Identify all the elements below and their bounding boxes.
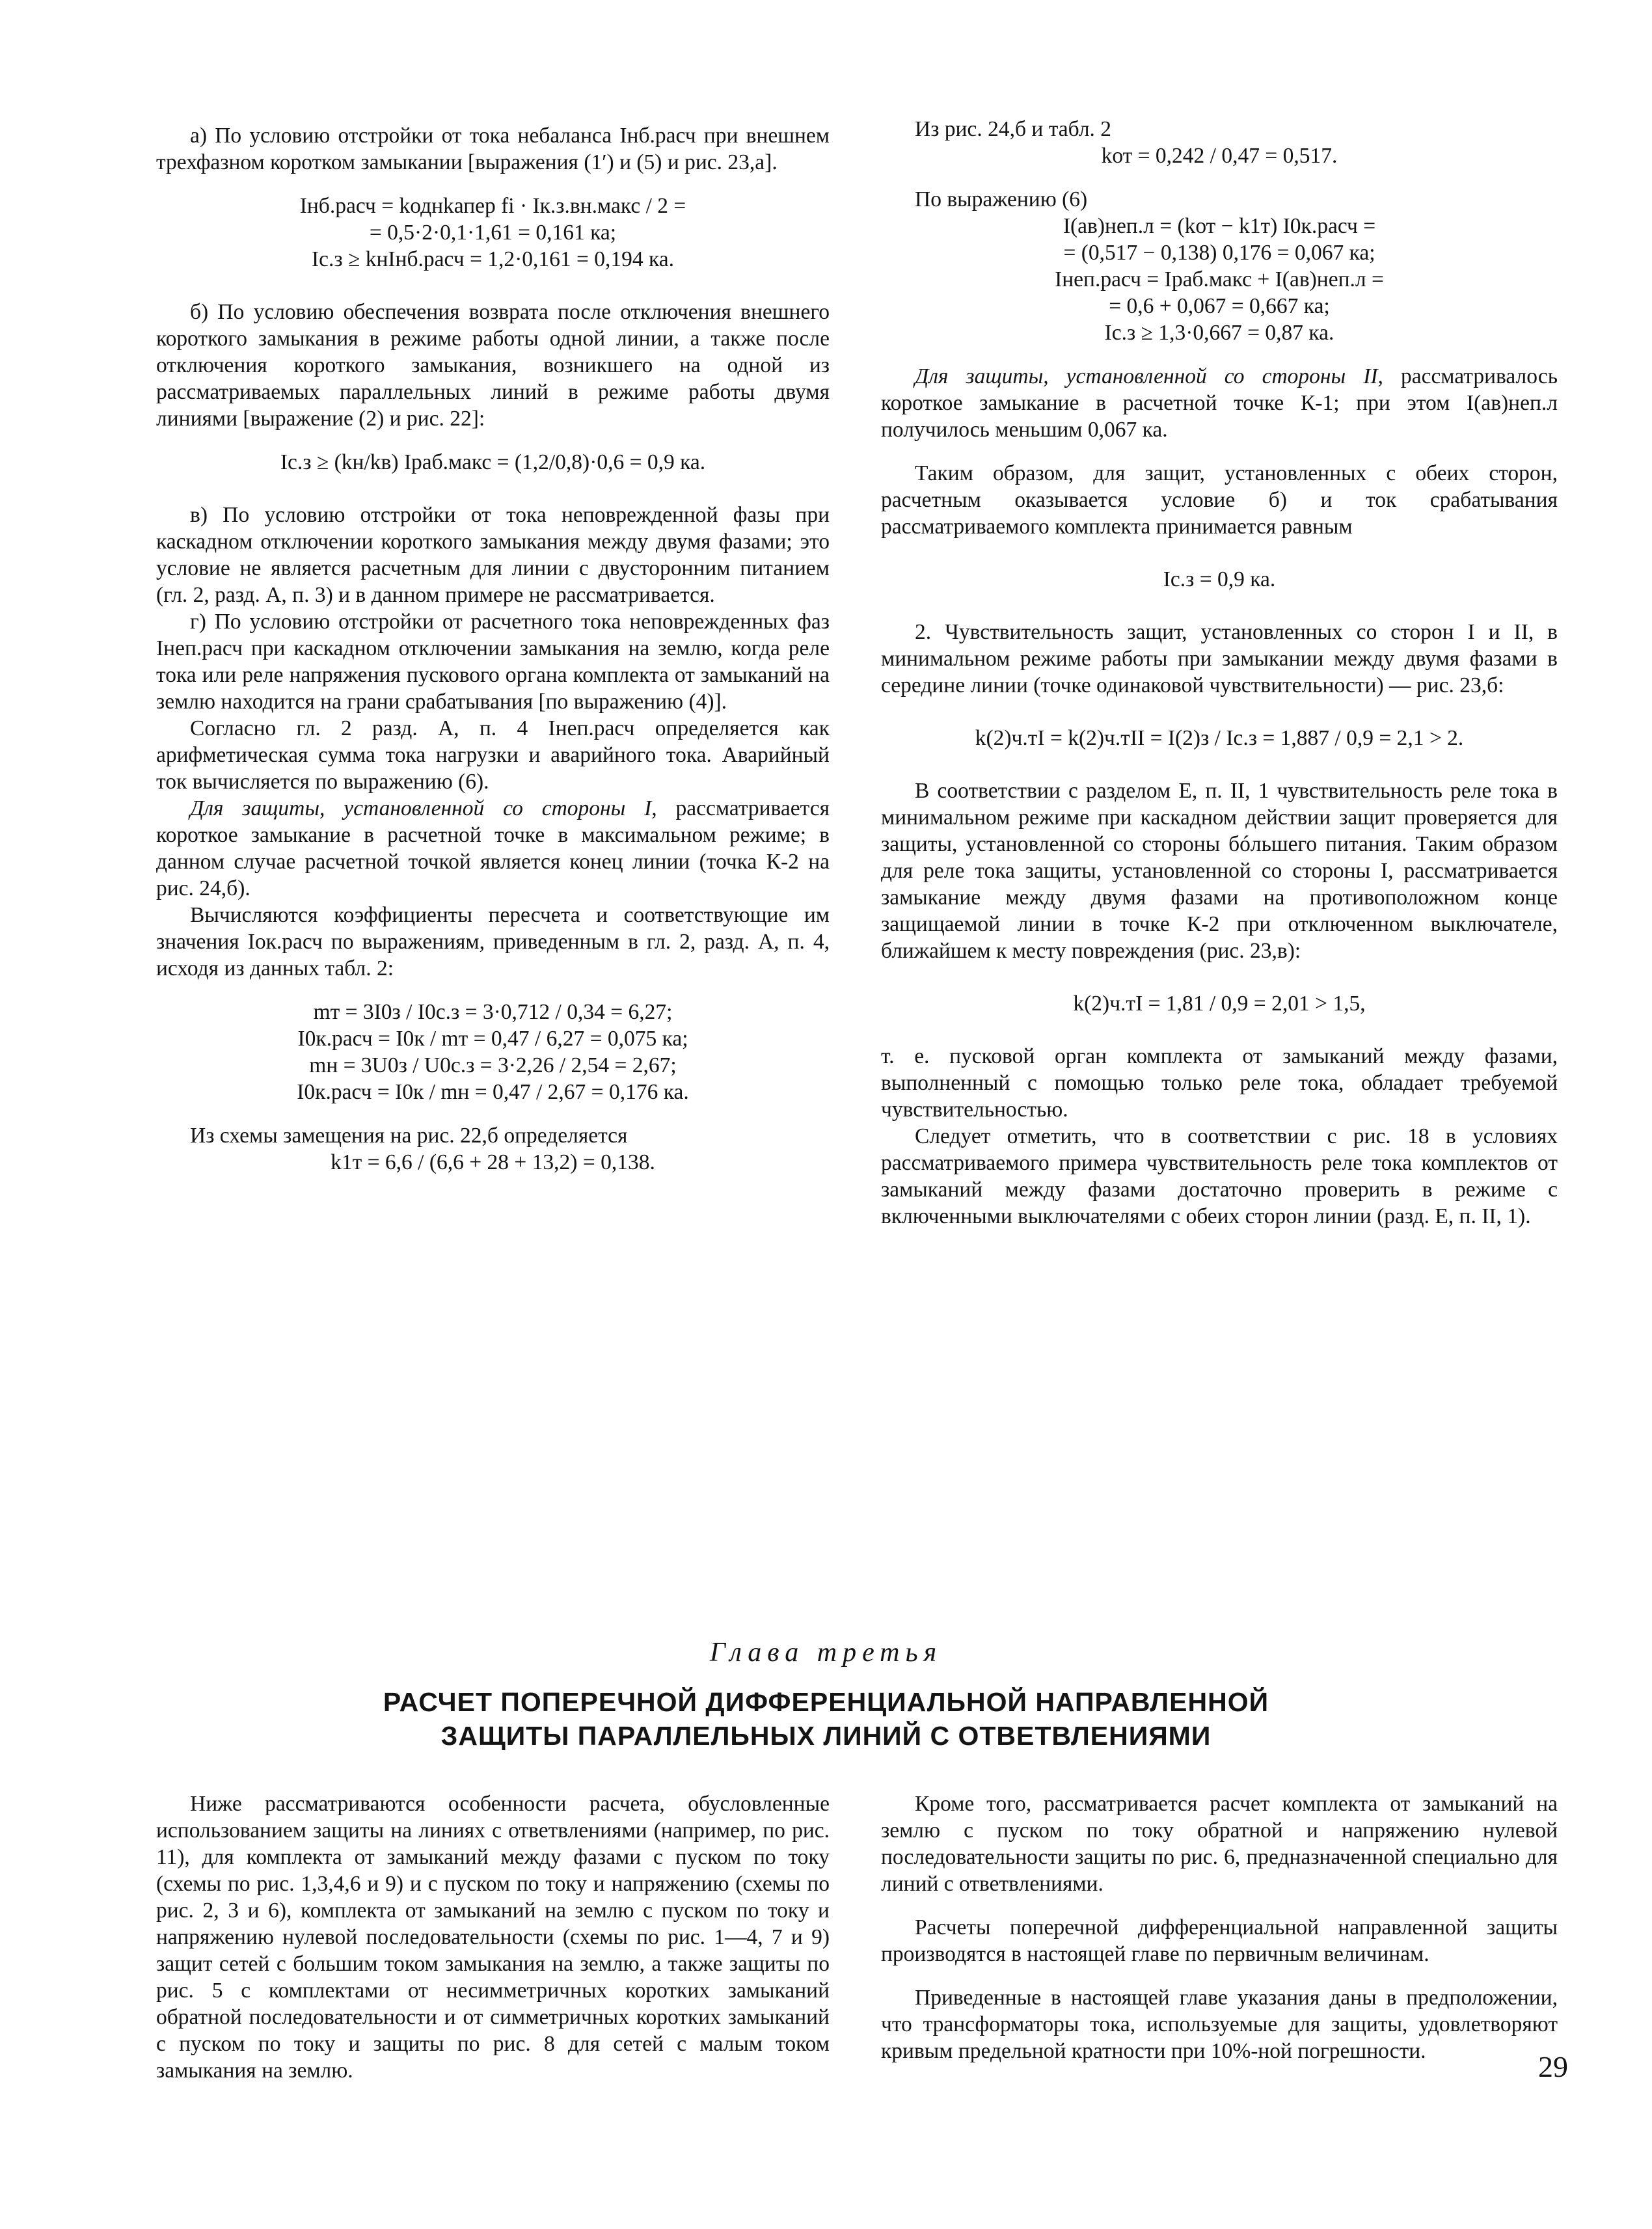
equation-unbalance-current: Iнб.расч = kоднkапер fi · Iк.з.вн.макс / 2 = <box>299 194 686 218</box>
paragraph-according: Согласно гл. 2 разд. А, п. 4 Iнеп.расч определяется как арифметическая сумма тока нагрузки и аварийного тока. Аварийный ток вычисляется по выражению (6). <box>156 716 830 794</box>
equation-i-nep-2: = 0,6 + 0,067 = 0,667 ка; <box>1109 294 1330 318</box>
chapter-title <box>0 1685 1652 1753</box>
page-number: 29 <box>1538 2050 1568 2083</box>
paragraph-that-is: т. е. пусковой орган комплекта от замыканий между фазами, выполненный с помощью только реле тока, обладает требуемой чувствительностью. <box>881 1044 1558 1122</box>
equation-setting-current-g: Iс.з ≥ 1,3·0,667 = 0,87 ка. <box>1104 321 1334 345</box>
chapter-title-line-2: ЗАЩИТЫ ПАРАЛЛЕЛЬНЫХ ЛИНИЙ С ОТВЕТВЛЕНИЯМИ <box>440 1721 1212 1751</box>
equation-m-t: mт = 3I0з / I0с.з = 3·0,712 / 0,34 = 6,27; <box>313 1000 673 1024</box>
paragraph-condition-g: г) По условию отстройки от расчетного тока неповрежденных фаз Iнеп.расч при каскадном отключении замыкания на землю, когда реле тока или реле напряжения пускового органа комплекта от замыканий на землю находится на грани срабатывания [по выражению (4)]. <box>156 610 830 714</box>
paragraph-sensitivity: 2. Чувствительность защит, установленных со сторон I и II, в минимальном режиме работы при замыкании между двумя фазами в середине линии (точке одинаковой чувствительности) — рис. 23,б: <box>881 620 1558 697</box>
equation-i-av-1: I(ав)неп.л = (kот − k1т) I0к.расч = <box>1063 214 1376 238</box>
equation-i-nep-1: Iнеп.расч = Iраб.макс + I(ав)неп.л = <box>1055 267 1384 291</box>
paragraph-intro: Ниже рассматриваются особенности расчета, обусловленные использованием защиты на линиях с ответвлениями (например, по рис. 11), для комплекта от замыканий между фазами с пуском по току (схемы по рис. 1,3,4,6 и 9) и с пуском по току и напряжению (схемы по рис. 2, 3 и 6), комплекта от замыканий на землю с пуском по току и напряжению нулевой последовательности (схемы по рис. 1—4, 7 и 9) защит сетей с большим током замыкания на землю, а также защиты по рис. 5 с комплектами от несимметричных коротких замыканий обратной последовательности и от симметричных коротких замыканий с пуском по току и защиты по рис. 8 для сетей с малым током замыкания на землю. <box>156 1792 830 2083</box>
paragraph-coefficients: Вычисляются коэффициенты пересчета и соответствующие им значения Iок.расч по выражениям, приведенным в гл. 2, разд. А, п. 4, исходя из данных табл. 2: <box>156 903 830 980</box>
equation-i0k-calc-2: I0к.расч = I0к / mн = 0,47 / 2,67 = 0,176 ка. <box>297 1080 689 1104</box>
equation-setting-current-a: Iс.з ≥ kнIнб.расч = 1,2·0,161 = 0,194 ка. <box>311 247 675 271</box>
paragraph-scheme: Из схемы замещения на рис. 22,б определяется <box>190 1124 628 1148</box>
paragraph-moreover: Кроме того, рассматривается расчет комплекта от замыканий на землю с пуском по току обратной и напряжению нулевой последовательности защиты по рис. 6, предназначенной специально для линий с ответвлениями. <box>881 1792 1558 1896</box>
paragraph-by-expression: По выражению (6) <box>915 187 1088 211</box>
equation-k-ot: kот = 0,242 / 0,47 = 0,517. <box>1101 144 1338 168</box>
equation-sensitivity-2: k(2)ч.тI = 1,81 / 0,9 = 2,01 > 1,5, <box>1073 992 1366 1016</box>
chapter-label: Глава третья <box>709 1638 943 1668</box>
paragraph-assumption: Приведенные в настоящей главе указания даны в предположении, что трансформаторы тока, используемые для защиты, удовлетворяют кривым предельной кратности при 10%-ной погрешности. <box>881 1986 1558 2063</box>
paragraph-side-one <box>156 795 830 902</box>
paragraph-side-one-text: рассматривается короткое замыкание в расчетной точке в максимальном режиме; в данном случае расчетной точкой является конец линии (точка К-2 на рис. 24,б). <box>156 796 830 900</box>
paragraph-thus: Таким образом, для защит, установленных с обеих сторон, расчетным оказывается условие б) и ток срабатывания рассматриваемого комплекта принимается равным <box>881 461 1558 539</box>
equation-unbalance-value: = 0,5·2·0,1·1,61 = 0,161 ка; <box>369 221 617 245</box>
paragraph-condition-a: а) По условию отстройки от тока небаланса Iнб.расч при внешнем трехфазном коротком замыкании [выражения (1′) и (5) и рис. 23,а]. <box>156 124 830 174</box>
right-column <box>881 116 1558 1230</box>
paragraph-condition-v: в) По условию отстройки от тока неповрежденной фазы при каскадном отключении короткого замыкания между двумя фазами; это условие не является расчетным для линии с двусторонним питанием (гл. 2, разд. А, п. 3) и в данном примере не рассматривается. <box>156 503 830 607</box>
paragraph-condition-b: б) По условию обеспечения возврата после отключения внешнего короткого замыкания в режиме работы одной линии, а также после отключения короткого замыкания, возникшего на одной из рассматриваемых параллельных линий в режиме работы двумя линиями [выражение (2) и рис. 22]: <box>156 300 830 431</box>
equation-setting-final: Iс.з = 0,9 ка. <box>1163 567 1276 591</box>
paragraph-note: Следует отметить, что в соответствии с рис. 18 в условиях рассматриваемого примера чувствительность реле тока комплектов от замыканий между фазами достаточно проверить в режиме с включенными выключателями с обеих сторон линии (разд. Е, п. II, 1). <box>881 1124 1558 1228</box>
paragraph-in-accordance: В соответствии с разделом Е, п. II, 1 чувствительность реле тока в минимальном режиме при каскадном действии защит проверяется для защиты, установленной со стороны бóльшего питания. Таким образом для реле тока защиты, установленной со стороны I, рассматривается замыкание между двумя фазами на противоположном конце защищаемой линии в точке К-2 при отключенном выключателе, ближайшем к месту повреждения (рис. 23,в): <box>881 779 1558 963</box>
equation-setting-current-b: Iс.з ≥ (kн/kв) Iраб.макс = (1,2/0,8)·0,6 = 0,9 ка. <box>280 450 706 474</box>
equation-k1t: k1т = 6,6 / (6,6 + 28 + 13,2) = 0,138. <box>331 1150 655 1174</box>
italic-lead-side-one: Для защиты, установленной со стороны I, <box>190 796 657 820</box>
equation-sensitivity-1: k(2)ч.тI = k(2)ч.тII = I(2)з / Iс.з = 1,887 / 0,9 = 2,1 > 2. <box>975 726 1464 750</box>
left-column <box>156 122 830 1176</box>
paragraph-calculations: Расчеты поперечной дифференциальной направленной защиты производятся в настоящей главе по первичным величинам. <box>881 1915 1558 1966</box>
chapter-title-line-1: РАСЧЕТ ПОПЕРЕЧНОЙ ДИФФЕРЕНЦИАЛЬНОЙ НАПРАВЛЕННОЙ <box>383 1687 1269 1717</box>
bottom-right-column <box>881 1790 1558 2064</box>
equation-m-n: mн = 3U0з / U0с.з = 3·2,26 / 2,54 = 2,67; <box>309 1053 677 1077</box>
paragraph-from-fig: Из рис. 24,б и табл. 2 <box>915 117 1112 141</box>
equation-i-av-2: = (0,517 − 0,138) 0,176 = 0,067 ка; <box>1063 241 1375 265</box>
bottom-left-column <box>156 1790 830 2084</box>
paragraph-side-two <box>881 363 1558 443</box>
paragraph-side-two-text: рассматривалось короткое замыкание в расчетной точке К-1; при этом I(ав)неп.л получилось меньшим 0,067 ка. <box>881 364 1558 442</box>
italic-lead-side-two: Для защиты, установленной со стороны II, <box>915 364 1383 388</box>
equation-i0k-calc-1: I0к.расч = I0к / mт = 0,47 / 6,27 = 0,075 ка; <box>297 1027 688 1051</box>
